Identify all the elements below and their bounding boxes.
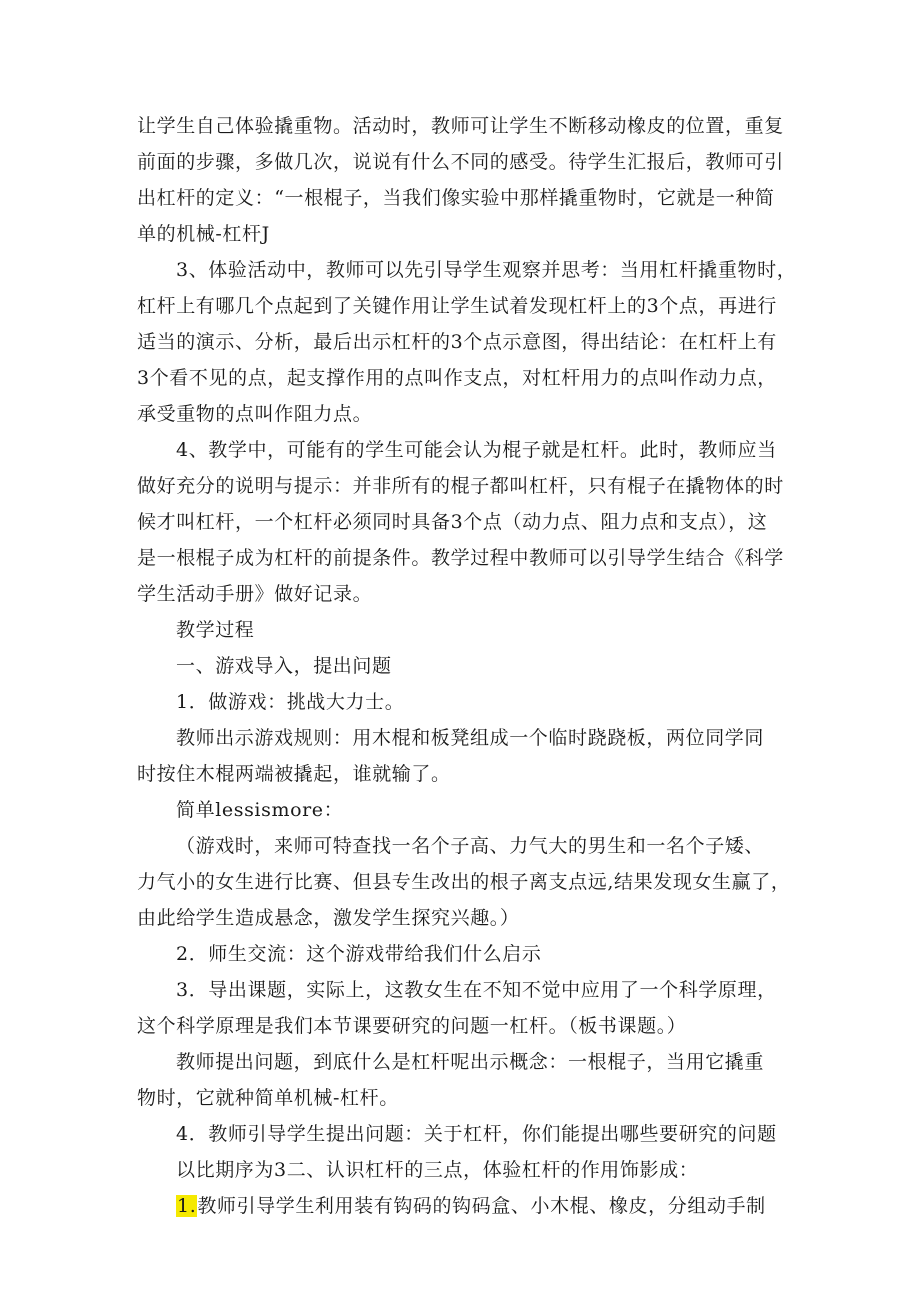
paragraph-line: 4、教学中，可能有的学生可能会认为棍子就是杠杆。此时，教师应当 (176, 439, 777, 461)
list-item: 1．做游戏：挑战大力士。 (176, 691, 405, 713)
highlighted-list-number: 1. (177, 1195, 197, 1217)
paragraph-line: 让学生自己体验撬重物。活动时，教师可让学生不断移动橡皮的位置，重复 (137, 115, 784, 137)
list-item: 4．教师引导学生提出问题：关于杠杆，你们能提出哪些要研究的问题 (176, 1123, 777, 1145)
paragraph-line: 由此给学生造成悬念，激发学生探究兴趣。） (137, 907, 520, 929)
paragraph-line: 学生活动手册》做好记录。 (137, 583, 373, 605)
paragraph-line: 承受重物的点叫作阻力点。 (137, 403, 373, 425)
paragraph-line: 杠杆上有哪几个点起到了关键作用让学生试着发现杠杆上的3个点，再进行 (137, 295, 777, 317)
list-item: 3．导出课题，实际上，这教女生在不知不觉中应用了一个科学原理， (176, 979, 777, 1001)
paragraph-line: 3、体验活动中，教师可以先引导学生观察并思考：当用杠杆撬重物时， (176, 259, 797, 281)
paragraph-line: 以比期序为3二、认识杠杆的三点，体验杠杆的作用饰影成： (176, 1159, 699, 1181)
paragraph-line: 时按住木棍两端被撬起，谁就输了。 (137, 763, 451, 785)
paragraph-line: 教师出示游戏规则：用木棍和板凳组成一个临时跷跷板，两位同学同 (176, 727, 765, 749)
paragraph-line: 前面的步骤，多做几次，说说有什么不同的感受。待学生汇报后，教师可引 (137, 151, 784, 173)
paragraph-line: 物时，它就种简单机械-杠杆。 (137, 1087, 399, 1109)
list-item: 2．师生交流：这个游戏带给我们什么启示 (176, 943, 542, 965)
section-heading: 一、游戏导入，提出问题 (176, 655, 392, 677)
paragraph-line: 候才叫杠杆，一个杠杆必须同时具备3个点（动力点、阻力点和支点），这 (137, 511, 768, 533)
paragraph-line: 出杠杆的定义：“一根棍子，当我们像实验中那样撬重物时，它就是一种简 (137, 187, 775, 209)
paragraph-line: 是一根棍子成为杠杆的前提条件。教学过程中教师可以引导学生结合《科学 (137, 547, 784, 569)
paragraph-line: 教师提出问题，到底什么是杠杆呢出示概念：一根棍子，当用它撬重 (176, 1051, 765, 1073)
paragraph-line: 力气小的女生进行比赛、但县专生改出的根子离支点远,结果发现女生赢了， (137, 871, 791, 893)
paragraph-line: 简单lessismore： (176, 799, 344, 821)
list-item-text: 教师引导学生利用装有钩码的钩码盒、小木棍、橡皮，分组动手制 (197, 1195, 766, 1217)
section-heading: 教学过程 (176, 619, 255, 641)
paragraph-line: 适当的演示、分析，最后出示杠杆的3个点示意图，得出结论：在杠杆上有 (137, 331, 777, 353)
paragraph-line: 这个科学原理是我们本节课要研究的问题一杠杆。（板书课题。） (137, 1015, 687, 1037)
paragraph-line: 3个看不见的点，起支撑作用的点叫作支点，对杠杆用力的点叫作动力点， (137, 367, 777, 389)
paragraph-line: 单的机械-杠杆J (137, 223, 270, 245)
paragraph-line: （游戏时，来师可特查找一名个子高、力气大的男生和一名个子矮、 (176, 835, 765, 857)
paragraph-line: 做好充分的说明与提示：并非所有的棍子都叫杠杆，只有棍子在撬物体的时 (137, 475, 784, 497)
list-item (176, 1194, 766, 1218)
